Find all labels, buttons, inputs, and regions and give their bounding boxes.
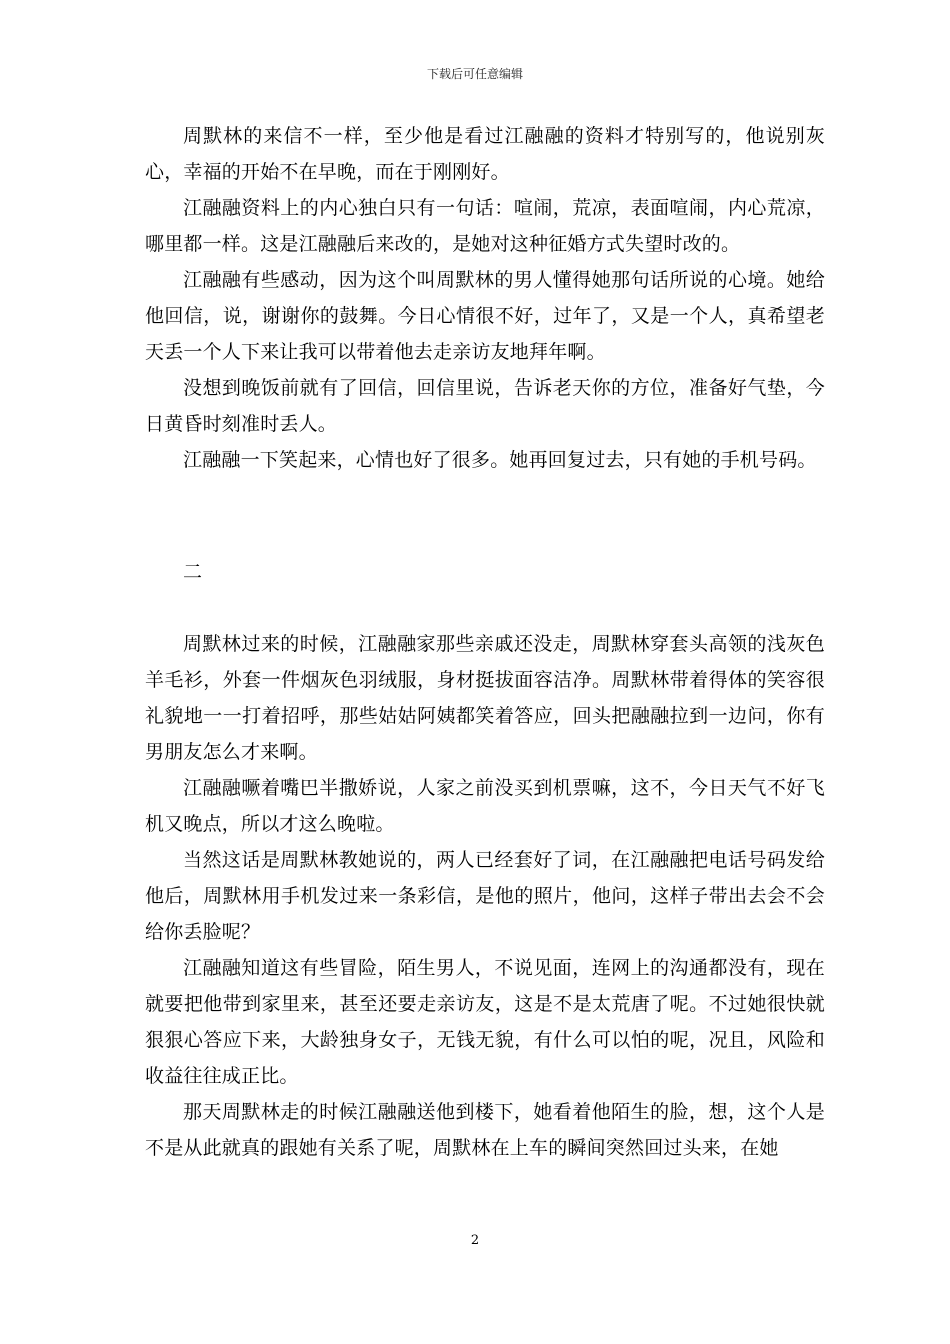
- page-header: 下载后可任意编辑: [426, 67, 523, 81]
- section-spacer: [145, 590, 825, 626]
- section-spacer: [145, 478, 825, 554]
- paragraph: 江融融有些感动，因为这个叫周默林的男人懂得她那句话所说的心境。她给他回信，说，谢谢你的鼓舞。今日心情很不好，过年了，又是一个人，真希望老天丢一个人下来让我可以带着他去走亲访友地拜年啊。: [145, 269, 825, 363]
- paragraph: 当然这话是周默林教她说的，两人已经套好了词，在江融融把电话号码发给他后，周默林用手机发过来一条彩信，是他的照片，他问，这样子带出去会不会给你丢脸呢？: [145, 849, 825, 943]
- paragraph: 江融融资料上的内心独白只有一句话：喧闹，荒凉，表面喧闹，内心荒凉，哪里都一样。这是江融融后来改的，是她对这种征婚方式失望时改的。: [145, 197, 825, 255]
- section-heading: 二: [183, 561, 203, 583]
- paragraph: 江融融一下笑起来，心情也好了很多。她再回复过去，只有她的手机号码。: [183, 449, 817, 471]
- paragraph: 那天周默林走的时候江融融送他到楼下，她看着他陌生的脸，想，这个人是不是从此就真的跟她有关系了呢，周默林在上车的瞬间突然回过头来，在她: [145, 1101, 825, 1159]
- document-body: [145, 118, 825, 1166]
- paragraph: 江融融知道这有些冒险，陌生男人，不说见面，连网上的沟通都没有，现在就要把他带到家里来，甚至还要走亲访友，这是不是太荒唐了呢。不过她很快就狠狠心答应下来，大龄独身女子，无钱无貌，有什么可以怕的呢，况且，风险和收益往往成正比。: [145, 957, 825, 1087]
- paragraph: 江融融噘着嘴巴半撒娇说，人家之前没买到机票嘛，这不，今日天气不好飞机又晚点，所以才这么晚啦。: [145, 777, 825, 835]
- page-number: 2: [470, 1233, 480, 1248]
- paragraph: 周默林过来的时候，江融融家那些亲戚还没走，周默林穿套头高领的浅灰色羊毛衫，外套一件烟灰色羽绒服，身材挺拔面容洁净。周默林带着得体的笑容很礼貌地一一打着招呼，那些姑姑阿姨都笑着答应，回头把融融拉到一边问，你有男朋友怎么才来啊。: [145, 633, 825, 763]
- paragraph: 没想到晚饭前就有了回信，回信里说，告诉老天你的方位，准备好气垫，今日黄昏时刻准时丢人。: [145, 377, 825, 435]
- paragraph: 周默林的来信不一样，至少他是看过江融融的资料才特别写的，他说别灰心，幸福的开始不在早晚，而在于刚刚好。: [145, 125, 825, 183]
